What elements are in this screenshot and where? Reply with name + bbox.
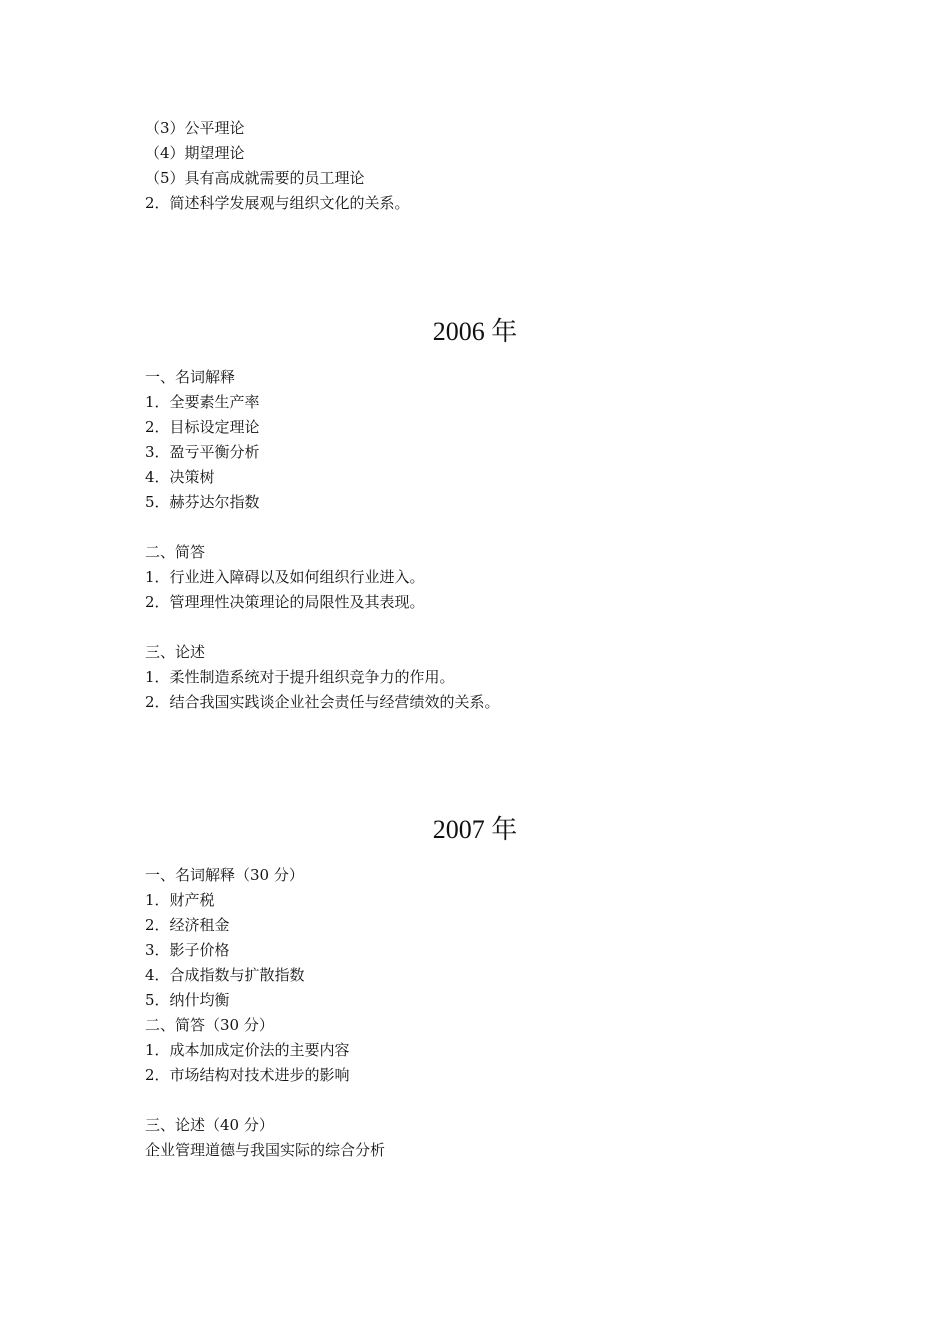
essay-2007-1: 企业管理道德与我国实际的综合分析 [145,1141,386,1159]
term-2006-1: 1．全要素生产率 [145,393,260,411]
heading-short-2006: 二、简答 [145,543,206,561]
section-title-2006: 2006 年 [432,317,518,346]
term-2006-4: 4．决策树 [145,468,215,486]
heading-short-2007: 二、简答（30 分） [145,1016,274,1034]
term-2007-3: 3．影子价格 [145,941,230,959]
essay-2006-1: 1．柔性制造系统对于提升组织竞争力的作用。 [145,668,455,686]
intro-item-4: （4）期望理论 [145,144,245,162]
intro-question-2: 2．简述科学发展观与组织文化的关系。 [145,194,410,212]
section-title-2007: 2007 年 [432,815,518,844]
term-2006-3: 3．盈亏平衡分析 [145,443,260,461]
short-2007-1: 1．成本加成定价法的主要内容 [145,1041,350,1059]
term-2007-5: 5．纳什均衡 [145,991,230,1009]
term-2007-1: 1．财产税 [145,891,215,909]
short-2006-2: 2．管理理性决策理论的局限性及其表现。 [145,593,425,611]
short-2007-2: 2．市场结构对技术进步的影响 [145,1066,350,1084]
heading-essay-2007: 三、论述（40 分） [145,1116,274,1134]
essay-2006-2: 2．结合我国实践谈企业社会责任与经营绩效的关系。 [145,693,500,711]
heading-terms-2007: 一、名词解释（30 分） [145,866,304,884]
short-2006-1: 1．行业进入障碍以及如何组织行业进入。 [145,568,425,586]
heading-essay-2006: 三、论述 [145,643,206,661]
heading-terms-2006: 一、名词解释 [145,368,236,386]
term-2006-5: 5．赫芬达尔指数 [145,493,260,511]
term-2007-4: 4．合成指数与扩散指数 [145,966,305,984]
term-2006-2: 2．目标设定理论 [145,418,260,436]
intro-item-3: （3）公平理论 [145,119,245,137]
term-2007-2: 2．经济租金 [145,916,230,934]
intro-item-5: （5）具有高成就需要的员工理论 [145,169,365,187]
